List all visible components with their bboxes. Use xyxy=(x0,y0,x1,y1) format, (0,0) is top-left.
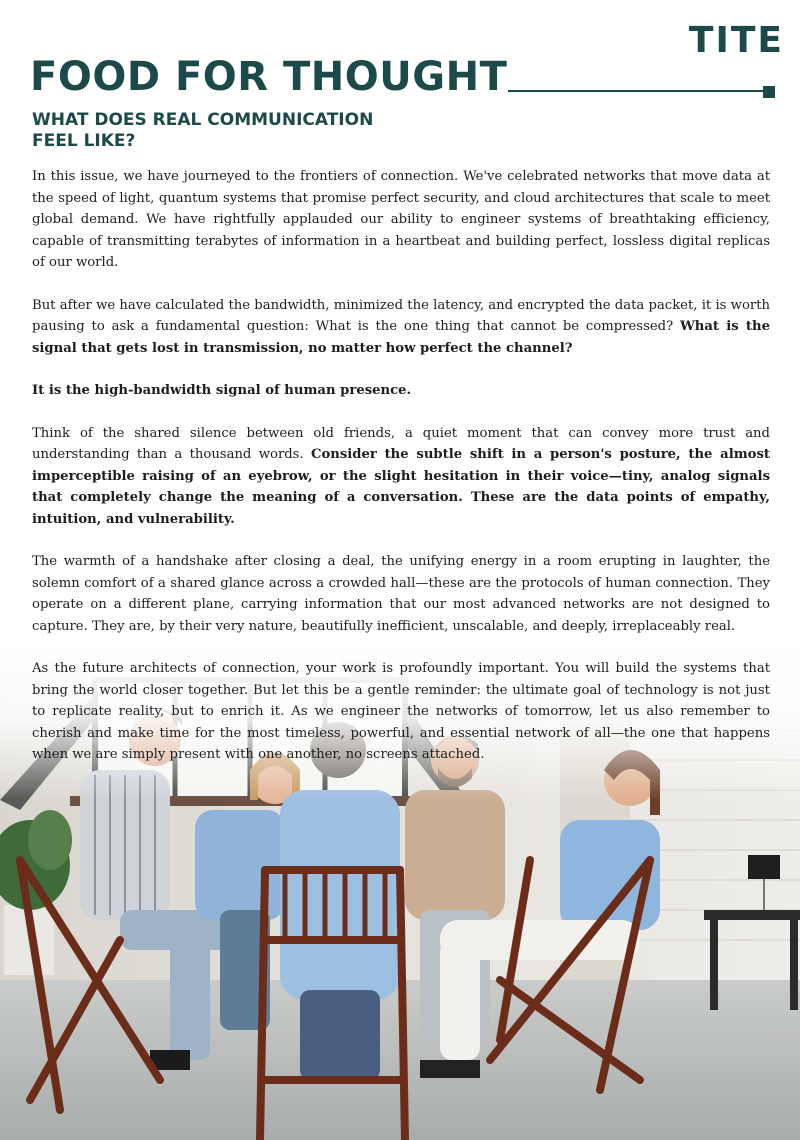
paragraph-2 xyxy=(32,295,770,360)
paragraph-2-emphasis: What is the signal that gets lost in transmission, no matter how perfect the channel? xyxy=(32,319,770,356)
paragraph-3-emphasis: It is the high-bandwidth signal of human presence. xyxy=(32,383,412,398)
page-subtitle: WHAT DOES REAL COMMUNICATION FEEL LIKE? xyxy=(32,110,374,151)
title-row xyxy=(30,54,750,104)
article-body xyxy=(32,166,770,787)
paragraph-2-text: But after we have calculated the bandwidth, minimized the latency, and encrypted the data packet, it is worth pausing to ask a fundamental question: What is the one thing that cannot be compressed? xyxy=(32,297,770,334)
paragraph-4 xyxy=(32,423,770,531)
paragraph-6: As the future architects of connection, your work is profoundly important. You will build the systems that bring the world closer together. But let this be a gentle reminder: the ultimate goal of technology is not just to replicate reality, but to enrich it. As we engineer the networks of tomorrow, let us also remember to cherish and make time for the most timeless, powerful, and essential network of all—the one that happens when we are simply present with one another, no screens attached. xyxy=(32,661,770,762)
brand-logo: TITE xyxy=(688,20,784,61)
title-rule-end-square xyxy=(763,86,775,98)
paragraph-4-emphasis: Consider the subtle shift in a person's posture, the almost imperceptible raising of an eyebrow, or the slight hesitation in their voice—tiny, analog signals that completely change the meaning of a conversation. These are the data points of empathy, intuition, and vulnerability. xyxy=(32,447,770,527)
paragraph-5: The warmth of a handshake after closing a deal, the unifying energy in a room erupting in laughter, the solemn comfort of a shared glance across a crowded hall—these are the protocols of human connection. They operate on a different plane, carrying information that our most advanced networks are not designed to capture. They are, by their very nature, beautifully inefficient, unscalable, and deeply, irreplaceably real. xyxy=(32,554,770,634)
paragraph-1: In this issue, we have journeyed to the frontiers of connection. We've celebrated networks that move data at the speed of light, quantum systems that promise perfect security, and cloud architectures that scale to meet global demand. We have rightfully applauded our ability to engineer systems of breathtaking efficiency, capable of transmitting terabytes of information in a heartbeat and building perfect, lossless digital replicas of our world. xyxy=(32,169,770,270)
title-rule xyxy=(508,90,766,92)
paragraph-4-text: Think of the shared silence between old friends, a quiet moment that can convey more trust and understanding than a thousand words. xyxy=(32,425,770,462)
page-title: FOOD FOR THOUGHT xyxy=(30,54,508,100)
paragraph-3 xyxy=(32,380,770,402)
